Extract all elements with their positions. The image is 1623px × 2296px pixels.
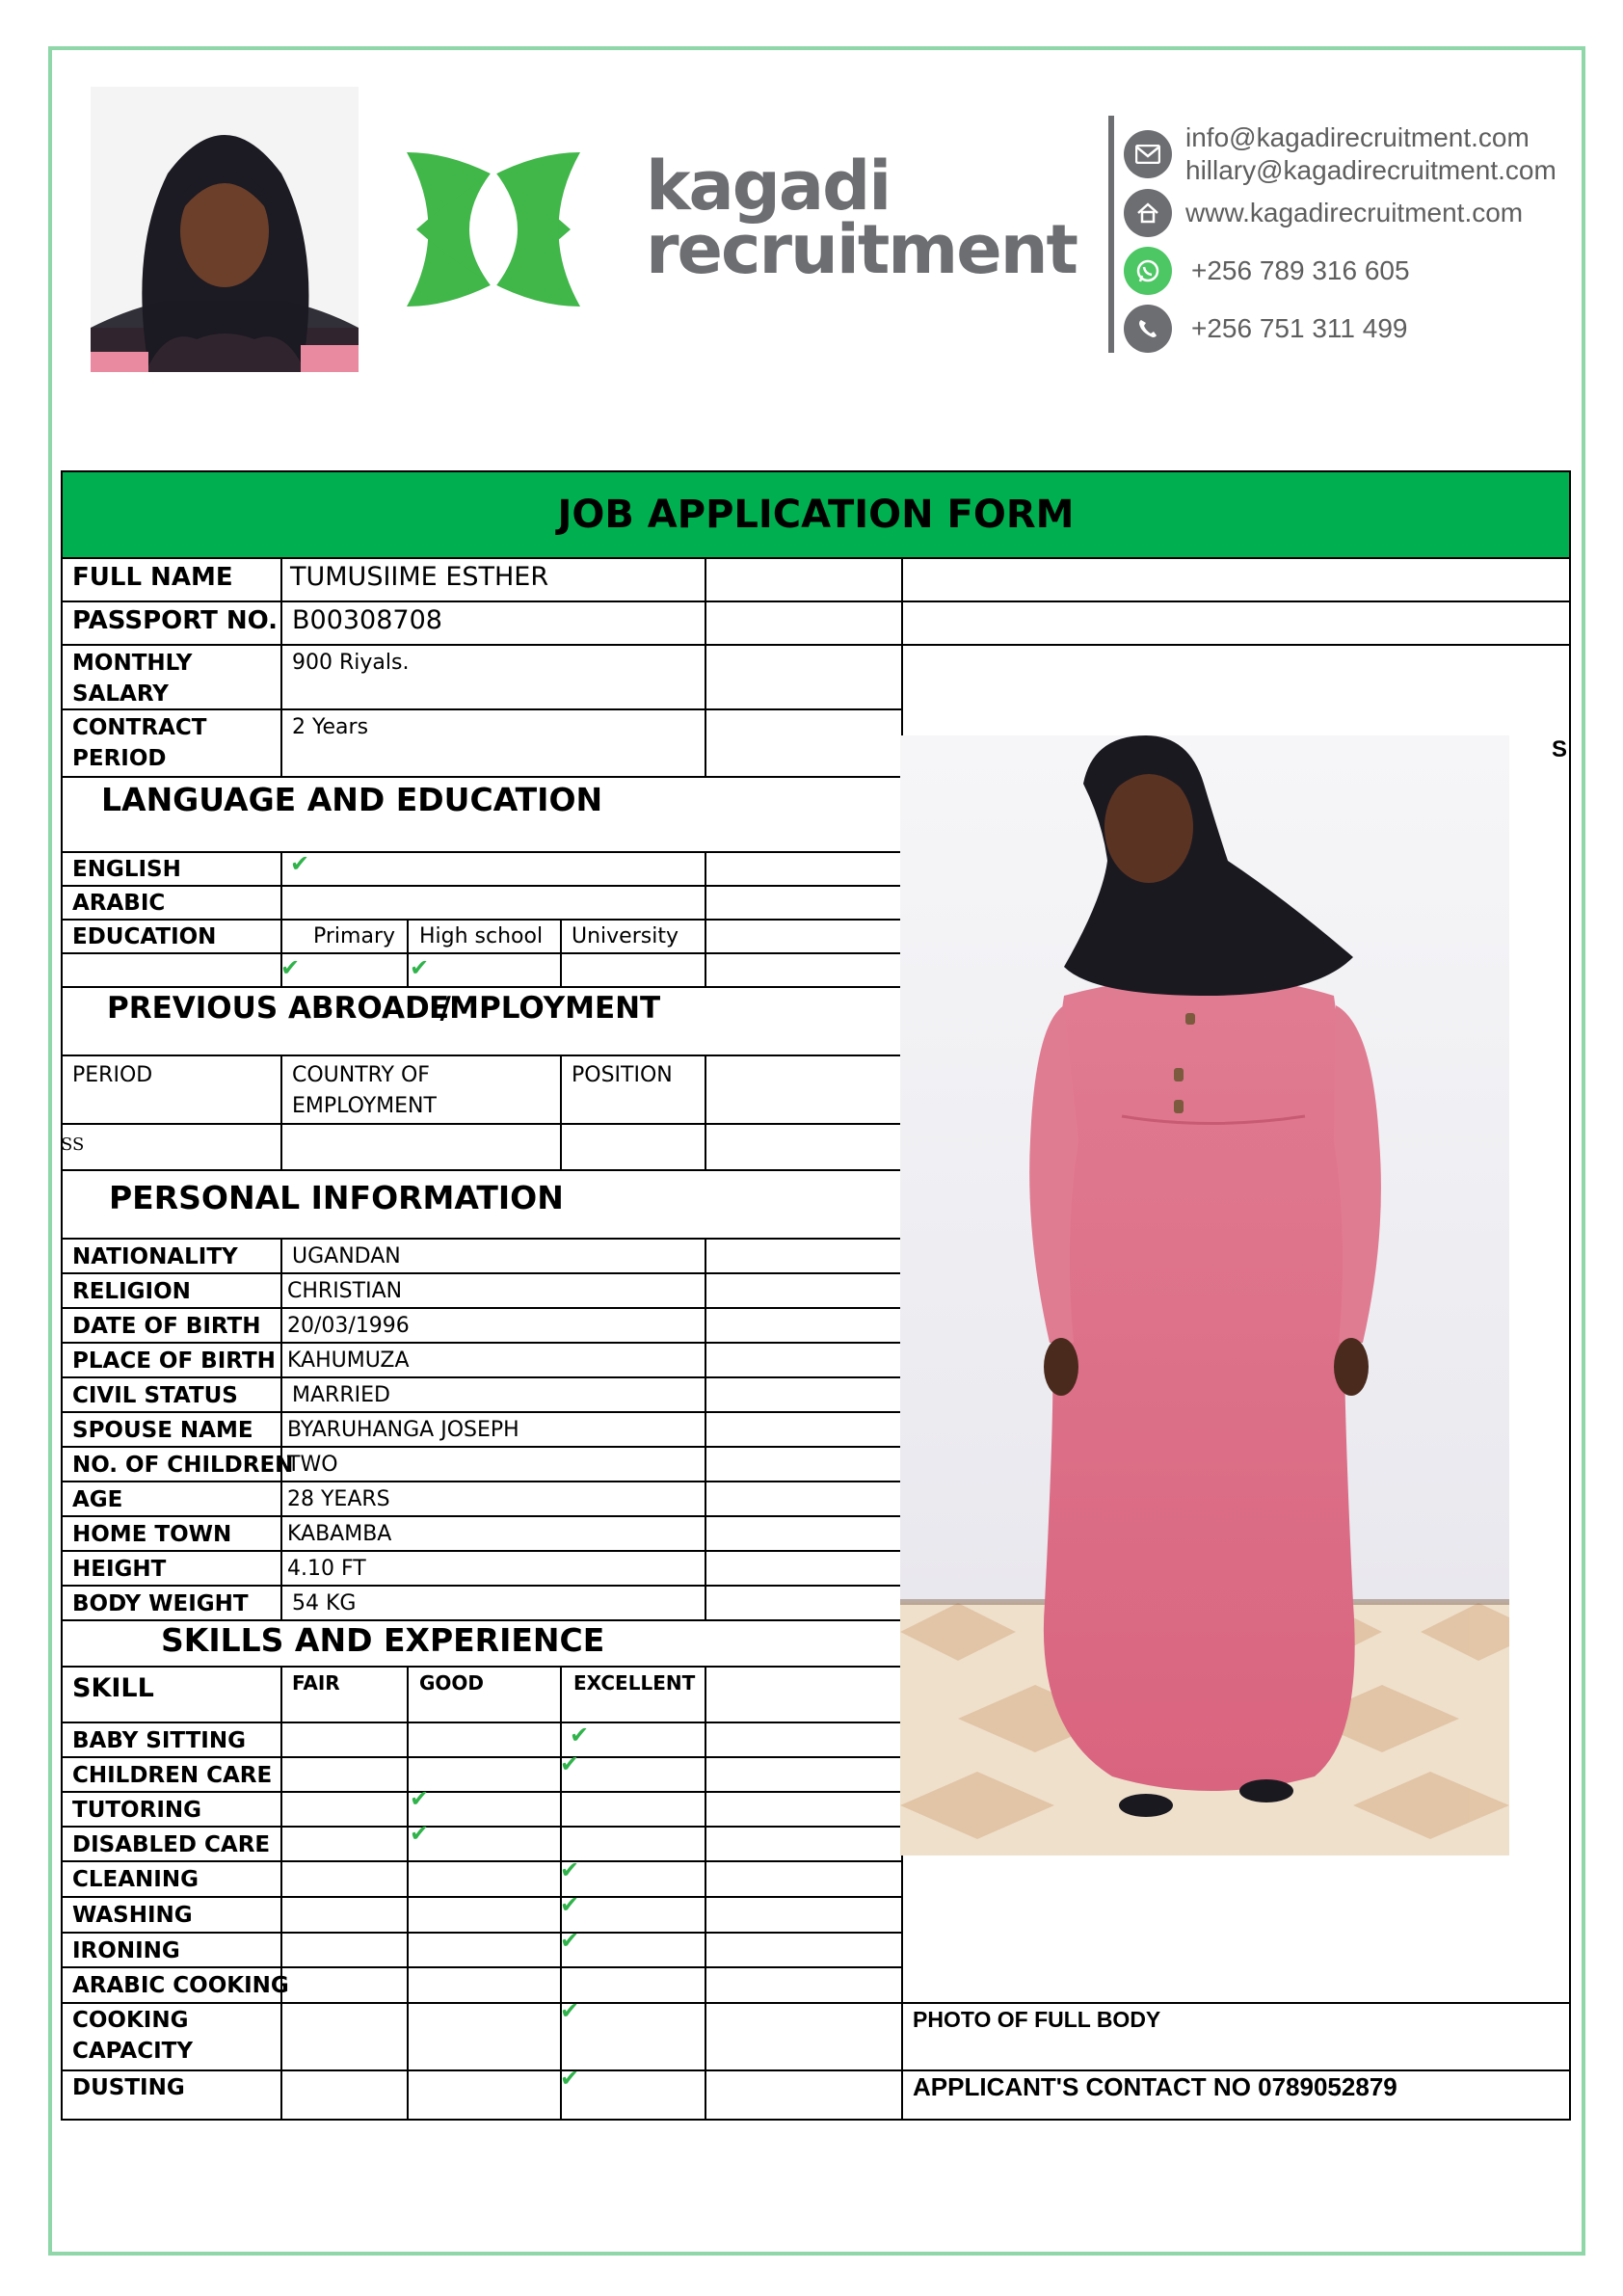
phone-contact (1124, 305, 1407, 353)
grid-line (61, 644, 1571, 646)
tutoring-check-icon: ✔ (410, 1785, 430, 1812)
abroad-position-header: POSITION (572, 1063, 673, 1087)
abroad-heading-1: PREVIOUS ABROAD / (107, 991, 451, 1026)
grid-line (560, 1055, 562, 1169)
grid-line (61, 1826, 901, 1828)
grid-line (61, 1756, 901, 1758)
civil-status-value: MARRIED (292, 1383, 390, 1407)
email-icon (1124, 130, 1172, 178)
dusting-check-icon: ✔ (560, 2065, 580, 2092)
home-town-label: HOME TOWN (72, 1522, 232, 1547)
grid-line (61, 1342, 901, 1344)
passport-value: B00308708 (292, 605, 442, 635)
skill-children-care: CHILDREN CARE (72, 1763, 273, 1788)
height-value: 4.10 FT (287, 1557, 366, 1581)
grid-line (61, 776, 901, 778)
applicant-headshot (91, 87, 359, 372)
skill-cooking-capacity: COOKING CAPACITY (72, 2008, 194, 2064)
grid-line (61, 885, 901, 887)
grid-line (61, 1238, 901, 1240)
whatsapp-icon (1124, 247, 1172, 295)
skill-tutoring: TUTORING (72, 1798, 202, 1823)
place-of-birth-value: KAHUMUZA (287, 1348, 410, 1373)
email-2[interactable]: hillary@kagadirecruitment.com (1185, 155, 1556, 185)
arabic-label: ARABIC (72, 891, 166, 916)
monthly-salary-label: MONTHLY SALARY (72, 651, 193, 707)
grid-line (61, 2069, 1571, 2071)
education-label: EDUCATION (72, 924, 217, 949)
skill-cleaning: CLEANING (72, 1867, 199, 1892)
spouse-name-label: SPOUSE NAME (72, 1418, 253, 1443)
grid-line (280, 1238, 282, 1620)
grid-line (61, 1123, 901, 1125)
ironing-check-icon: ✔ (560, 1927, 580, 1954)
grid-line (61, 919, 901, 921)
grid-line (61, 2002, 1571, 2004)
grid-line (280, 1055, 282, 1169)
grid-line (61, 1722, 901, 1723)
grid-line (61, 1550, 901, 1552)
applicant-contact: APPLICANT'S CONTACT NO 0789052879 (913, 2072, 1397, 2101)
civil-status-label: CIVIL STATUS (72, 1383, 238, 1408)
skill-dusting: DUSTING (72, 2075, 185, 2100)
religion-label: RELIGION (72, 1279, 191, 1304)
religion-value: CHRISTIAN (287, 1279, 403, 1303)
brand-name (646, 147, 1078, 289)
disabled-care-check-icon: ✔ (410, 1820, 430, 1847)
home-town-value: KABAMBA (287, 1522, 392, 1546)
english-label: ENGLISH (72, 857, 181, 882)
body-weight-label: BODY WEIGHT (72, 1591, 249, 1616)
grid-line (705, 559, 706, 776)
english-check-icon: ✔ (290, 850, 310, 877)
abroad-period-value: SS (61, 1135, 85, 1155)
grid-line (61, 1585, 901, 1587)
skill-arabic-cooking: ARABIC COOKING (72, 1973, 289, 1998)
abroad-heading-2: EMPLOYMENT (429, 991, 661, 1026)
passport-label: PASSPORT NO. (72, 606, 279, 635)
brand-line-2: recruitment (646, 210, 1078, 289)
grid-line (61, 851, 901, 853)
children-label: NO. OF CHILDREN (72, 1453, 294, 1478)
grid-line (61, 1376, 901, 1378)
date-of-birth-label: DATE OF BIRTH (72, 1314, 261, 1339)
stray-letter: S (1552, 736, 1568, 762)
website-contact (1124, 189, 1523, 237)
grid-line (280, 559, 282, 776)
table-border-bottom (61, 2119, 1571, 2121)
date-of-birth-value: 20/03/1996 (287, 1314, 410, 1338)
table-border-left (61, 559, 63, 2121)
cleaning-check-icon: ✔ (560, 1856, 580, 1883)
grid-line (61, 1791, 901, 1793)
applicant-full-body-photo (900, 735, 1509, 1855)
grid-line (61, 1169, 901, 1171)
washing-check-icon: ✔ (560, 1891, 580, 1918)
excellent-header: EXCELLENT (573, 1671, 696, 1695)
email-contact (1124, 121, 1556, 187)
full-name-label: FULL NAME (72, 563, 233, 592)
grid-line (560, 919, 562, 986)
grid-line (61, 1411, 901, 1413)
language-education-heading: LANGUAGE AND EDUCATION (101, 781, 603, 818)
grid-line (61, 1481, 901, 1482)
contract-period-value: 2 Years (292, 715, 369, 739)
skill-header: SKILL (72, 1673, 154, 1703)
grid-line (705, 1238, 706, 1620)
contract-period-label: CONTRACT PERIOD (72, 715, 207, 771)
skill-washing: WASHING (72, 1903, 193, 1928)
nationality-label: NATIONALITY (72, 1244, 238, 1269)
grid-line (61, 1966, 901, 1968)
skills-heading: SKILLS AND EXPERIENCE (161, 1621, 605, 1659)
grid-line (705, 851, 706, 986)
grid-line (61, 1307, 901, 1309)
grid-line (407, 919, 409, 986)
cooking-capacity-check-icon: ✔ (560, 1997, 580, 2024)
nationality-value: UGANDAN (292, 1244, 401, 1268)
table-border-right (1569, 559, 1571, 2121)
grid-line (61, 1272, 901, 1274)
age-value: 28 YEARS (287, 1487, 390, 1511)
grid-line (61, 1055, 901, 1056)
kagadi-logo-icon (378, 114, 609, 345)
grid-line (61, 1896, 901, 1898)
primary-check-icon: ✔ (280, 954, 301, 981)
full-name-value: TUMUSIIME ESTHER (290, 562, 549, 592)
spouse-name-value: BYARUHANGA JOSEPH (287, 1418, 519, 1442)
website-link[interactable]: www.kagadirecruitment.com (1185, 198, 1524, 227)
age-label: AGE (72, 1487, 123, 1512)
home-icon (1124, 189, 1172, 237)
contact-divider (1108, 116, 1114, 353)
form-title-bar (61, 470, 1571, 559)
grid-line (61, 1666, 901, 1668)
grid-line (61, 1860, 901, 1862)
whatsapp-number[interactable]: +256 789 316 605 (1191, 255, 1410, 285)
height-label: HEIGHT (72, 1557, 167, 1582)
photo-caption: PHOTO OF FULL BODY (913, 2007, 1161, 2032)
children-care-check-icon: ✔ (560, 1750, 580, 1777)
fair-header: FAIR (292, 1671, 340, 1695)
skill-ironing: IRONING (72, 1938, 180, 1963)
grid-line (61, 952, 901, 954)
grid-line (407, 1666, 409, 2121)
personal-info-heading: PERSONAL INFORMATION (109, 1179, 564, 1216)
form-title: JOB APPLICATION FORM (557, 493, 1075, 537)
baby-sitting-check-icon: ✔ (570, 1722, 590, 1749)
phone-icon (1124, 305, 1172, 353)
children-value: TWO (287, 1453, 338, 1477)
grid-line (61, 1446, 901, 1448)
abroad-country-header: COUNTRY OF EMPLOYMENT (292, 1063, 437, 1118)
grid-line (61, 986, 901, 988)
monthly-salary-value: 900 Riyals. (292, 651, 410, 675)
education-university: University (572, 924, 678, 948)
abroad-period-header: PERIOD (72, 1063, 153, 1087)
whatsapp-contact (1124, 247, 1410, 295)
grid-line (705, 1666, 706, 2121)
grid-line (61, 601, 1571, 602)
education-high-school: High school (419, 924, 544, 948)
phone-number[interactable]: +256 751 311 499 (1191, 313, 1408, 343)
grid-line (61, 1932, 901, 1934)
good-header: GOOD (419, 1671, 485, 1695)
education-primary: Primary (313, 924, 396, 948)
brand-line-1: kagadi (646, 147, 891, 226)
body-weight-value: 54 KG (292, 1591, 357, 1615)
high-school-check-icon: ✔ (410, 954, 430, 981)
skill-disabled-care: DISABLED CARE (72, 1832, 271, 1857)
grid-line (280, 1666, 282, 2121)
grid-line (61, 1515, 901, 1517)
place-of-birth-label: PLACE OF BIRTH (72, 1348, 276, 1374)
email-1[interactable]: info@kagadirecruitment.com (1185, 122, 1530, 152)
skill-baby-sitting: BABY SITTING (72, 1728, 246, 1753)
grid-line (705, 1055, 706, 1169)
